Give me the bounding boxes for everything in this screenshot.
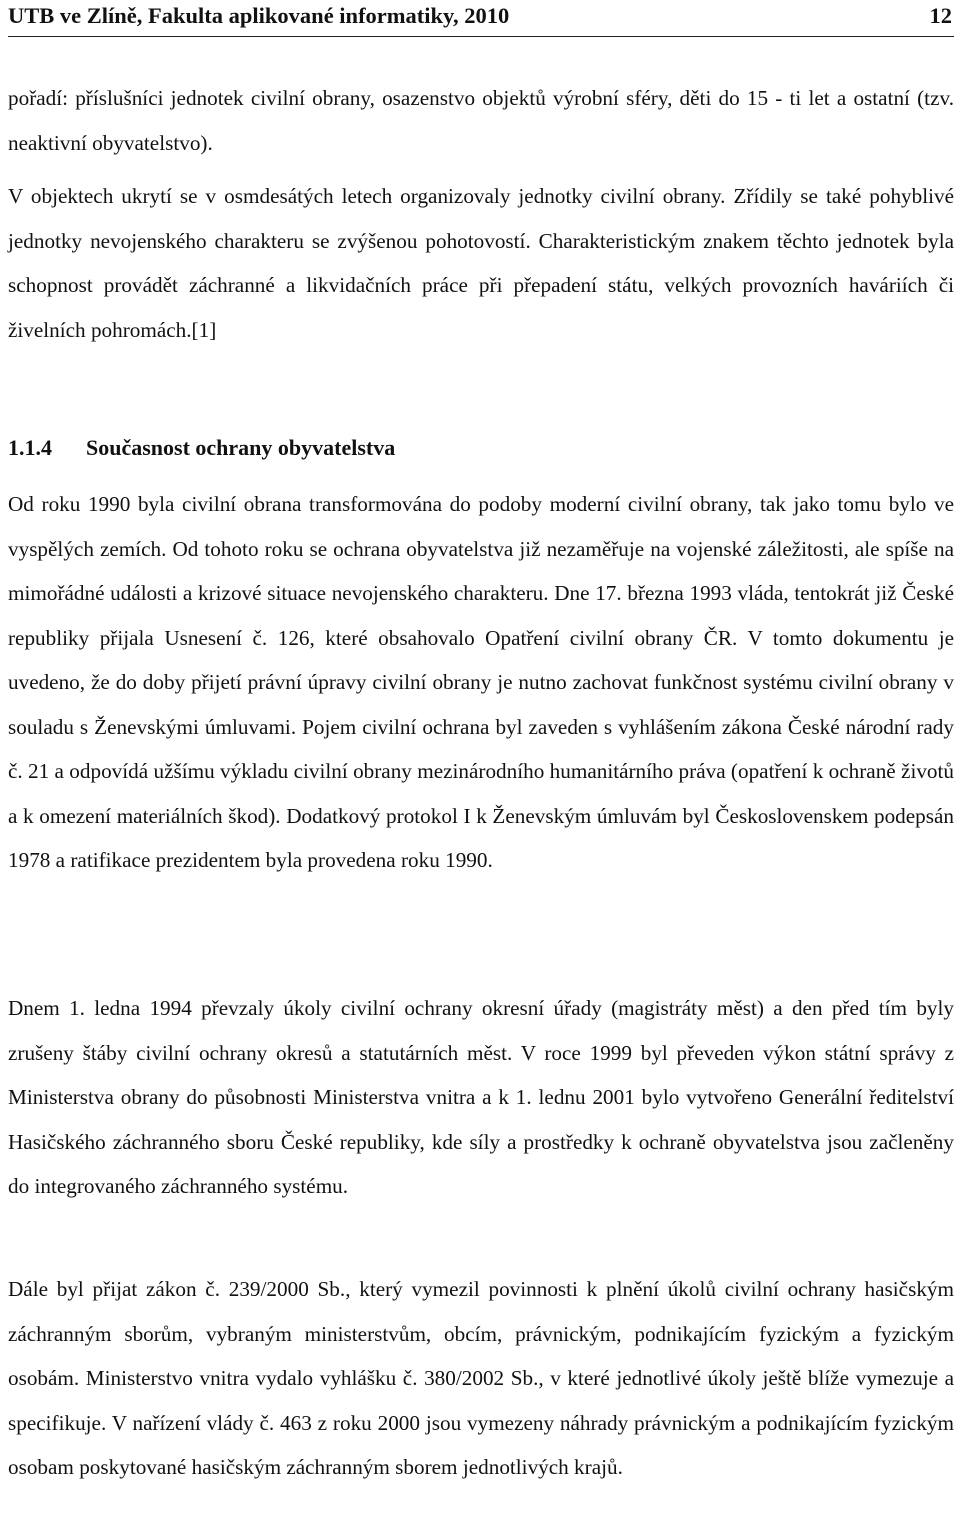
paragraph-4: Dnem 1. ledna 1994 převzaly úkoly civilní ochrany okresní úřady (magistráty měst) a den před tím byly zrušeny štáby civilní ochrany okresů a statutárních měst. V roce 1999 byl převeden výkon státní správy z Ministerstva obrany do působnosti Ministerstva vnitra a k 1. lednu 2001 bylo vytvořeno Generální ředitelství Hasičského záchranného sboru České republiky, kde síly a prostředky k ochraně obyvatelstva jsou začleněny do integrovaného záchranného systému. — [8, 996, 954, 1198]
header-divider — [8, 36, 954, 37]
paragraph-2: V objektech ukrytí se v osmdesátých letech organizovaly jednotky civilní obrany. Zřídily se také pohyblivé jednotky nevojenského charakteru se zvýšenou pohotovostí. Charakteristickým znakem těchto jednotek byla schopnost provádět záchranné a likvidačních práce při přepadení státu, velkých provozních haváriích či živelních pohromách.[1] — [8, 184, 954, 342]
paragraph-5: Dále byl přijat zákon č. 239/2000 Sb., který vymezil povinnosti k plnění úkolů civilní ochrany hasičským záchranným sborům, vybraným ministerstvům, obcím, právnickým, podnikajícím fyzickým a fyzickým osobám. Ministerstvo vnitra vydalo vyhlášku č. 380/2002 Sb., v které jednotlivé úkoly ještě blíže vymezuje a specifikuje. V nařízení vlády č. 463 z roku 2000 jsou vymezeny náhrady právnickým a podnikajícím fyzickým osobam poskytované hasičským záchranným sborem jednotlivých krajů. — [8, 1277, 954, 1479]
section-title: Současnost ochrany obyvatelstva — [86, 435, 396, 460]
section-heading — [8, 426, 954, 470]
page-header — [8, 2, 954, 32]
page-number: 12 — [929, 3, 952, 28]
paragraph-1: pořadí: příslušníci jednotek civilní obrany, osazenstvo objektů výrobní sféry, děti do 15 - ti let a ostatní (tzv. neaktivní obyvatelstvo). — [8, 86, 954, 155]
paragraph-3: Od roku 1990 byla civilní obrana transformována do podoby moderní civilní obrany, tak jako tomu bylo ve vyspělých zemích. Od tohoto roku se ochrana obyvatelstva již nezaměřuje na vojenské záležitosti, ale spíše na mimořádné události a krizové situace nevojenského charakteru. Dne 17. března 1993 vláda, tentokrát již České republiky přijala Usnesení č. 126, které obsahovalo Opatření civilní obrany ČR. V tomto dokumentu je uvedeno, že do doby přijetí právní úpravy civilní obrany je nutno zachovat funkčnost systému civilní obrany v souladu s Ženevskými úmluvami. Pojem civilní ochrana byl zaveden s vyhlášením zákona České národní rady č. 21 a odpovídá užšímu výkladu civilní obrany mezinárodního humanitárního práva (opatření k ochraně životů a k omezení materiálních škod). Dodatkový protokol I k Ženevským úmluvám byl Československem podepsán 1978 a ratifikace prezidentem byla provedena roku 1990. — [8, 492, 954, 872]
header-title: UTB ve Zlíně, Fakulta aplikované informatiky, 2010 — [8, 3, 510, 28]
section-number: 1.1.4 — [8, 435, 52, 460]
